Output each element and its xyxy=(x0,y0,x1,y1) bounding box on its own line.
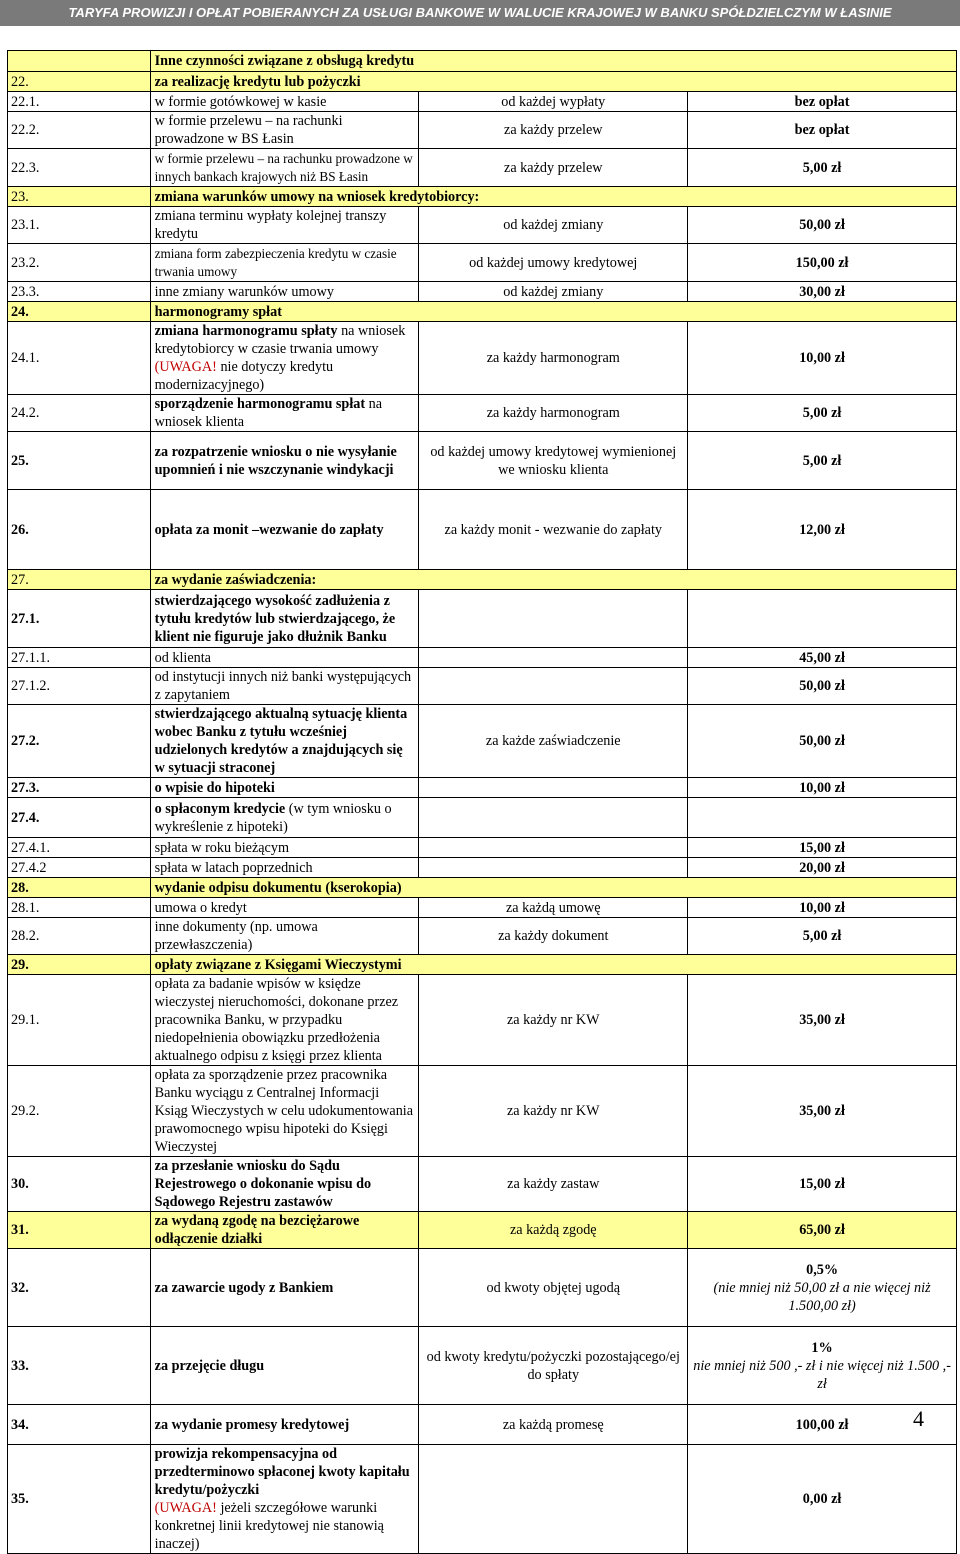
table-row xyxy=(8,207,957,244)
section-heading: Inne czynności związane z obsługą kredytu xyxy=(150,51,956,72)
row-price: 5,00 zł xyxy=(688,432,957,490)
row-unit: od kwoty objętej ugodą xyxy=(419,1249,688,1327)
table-row xyxy=(8,838,957,858)
row-unit: za każdy harmonogram xyxy=(419,322,688,395)
table-row xyxy=(8,1066,957,1157)
row-unit: za każdy przelew xyxy=(419,112,688,149)
row-unit: od każdej zmiany xyxy=(419,282,688,302)
desc-bold: o spłaconym kredycie xyxy=(154,800,286,817)
table-row xyxy=(8,878,957,898)
table-row xyxy=(8,648,957,668)
row-number: 28. xyxy=(8,878,151,898)
row-unit: za każdy dokument xyxy=(419,918,688,955)
row-description: w formie gotówkowej w kasie xyxy=(150,92,419,112)
table-row xyxy=(8,1212,957,1249)
table-row xyxy=(8,955,957,975)
table-row xyxy=(8,798,957,838)
row-number: 26. xyxy=(8,490,151,570)
table-row xyxy=(8,432,957,490)
row-unit: za każdy monit - wezwanie do zapłaty xyxy=(419,490,688,570)
row-description: za wydaną zgodę na bezciężarowe odłączenie działki xyxy=(150,1212,419,1249)
row-unit: za każdy przelew xyxy=(419,149,688,187)
warning-label: (UWAGA! xyxy=(154,359,217,375)
row-number: 27.1.2. xyxy=(8,668,151,705)
row-description: za rozpatrzenie wniosku o nie wysyłanie upomnień i nie wszczynanie windykacji xyxy=(150,432,419,490)
table-row xyxy=(8,778,957,798)
row-price: 10,00 zł xyxy=(688,322,957,395)
desc-bold: prowizja rekompensacyjna od przedterminowo spłaconej kwoty kapitału kredytu/pożyczki xyxy=(154,1446,410,1498)
table-row xyxy=(8,975,957,1066)
page-number: 4 xyxy=(913,1406,924,1431)
row-description xyxy=(150,1445,419,1554)
row-number: 23. xyxy=(8,187,151,207)
document-header: TARYFA PROWIZJI I OPŁAT POBIERANYCH ZA USŁUGI BANKOWE W WALUCIE KRAJOWEJ W BANKU SPÓŁDZIELCZYM W ŁASINIE xyxy=(0,0,960,26)
desc-tail: nie dotyczy kredytu modernizacyjnego) xyxy=(154,359,334,393)
row-price xyxy=(688,1249,957,1327)
row-number: 22.2. xyxy=(8,112,151,149)
row-number: 34. xyxy=(8,1405,151,1445)
table-row xyxy=(8,490,957,570)
desc-bold: zmiana harmonogramu spłaty xyxy=(154,323,338,339)
row-price: 5,00 zł xyxy=(688,918,957,955)
row-description: inne zmiany warunków umowy xyxy=(150,282,419,302)
row-number: 33. xyxy=(8,1327,151,1405)
table-row xyxy=(8,1405,957,1445)
table-row xyxy=(8,149,957,187)
row-description: za przejęcie długu xyxy=(150,1327,419,1405)
table-row xyxy=(8,187,957,207)
row-description: umowa o kredyt xyxy=(150,898,419,918)
table-row xyxy=(8,1327,957,1405)
price-note: (nie mniej niż 50,00 zł a nie więcej niż 1.500,00 zł) xyxy=(713,1279,931,1314)
row-number: 27. xyxy=(8,570,151,590)
row-price: 0,00 zł xyxy=(688,1445,957,1554)
row-number: 31. xyxy=(8,1212,151,1249)
row-price: 50,00 zł xyxy=(688,207,957,244)
row-number: 24.2. xyxy=(8,395,151,432)
row-number: 25. xyxy=(8,432,151,490)
fee-table xyxy=(7,50,957,1554)
row-description: od instytucji innych niż banki występujących z zapytaniem xyxy=(150,668,419,705)
row-unit: od każdej umowy kredytowej xyxy=(419,244,688,282)
row-price: 20,00 zł xyxy=(688,858,957,878)
row-description: stwierdzającego aktualną sytuację klienta wobec Banku z tytułu wcześniej udzielonych kredytów a znajdujących się w sytuacji straconej xyxy=(150,705,419,778)
row-price: bez opłat xyxy=(688,112,957,149)
row-description: opłata za sporządzenie przez pracownika Banku wyciągu z Centralnej Informacji Ksiąg Wieczystych w celu udokumentowania prawomocnego wpisu hipoteki do Księgi Wieczystej xyxy=(150,1066,419,1157)
row-description: stwierdzającego wysokość zadłużenia z tytułu kredytów lub stwierdzającego, że klient nie figuruje jako dłużnik Banku xyxy=(150,590,419,648)
row-description: opłata za badanie wpisów w księdze wieczystej nieruchomości, dokonane przez pracownika Banku, w przypadku niedopełnienia obowiązku przedłożenia aktualnego odpisu z księgi przez klienta xyxy=(150,975,419,1066)
row-description: za wydanie promesy kredytowej xyxy=(150,1405,419,1445)
row-description: wydanie odpisu dokumentu (kserokopia) xyxy=(150,878,956,898)
row-number: 28.1. xyxy=(8,898,151,918)
row-price: 35,00 zł xyxy=(688,975,957,1066)
row-price: 50,00 zł xyxy=(688,705,957,778)
row-number: 24. xyxy=(8,302,151,322)
table-row xyxy=(8,898,957,918)
table-row xyxy=(8,668,957,705)
row-price xyxy=(688,798,957,838)
row-price: 15,00 zł xyxy=(688,1157,957,1212)
row-number: 23.3. xyxy=(8,282,151,302)
row-number: 22.3. xyxy=(8,149,151,187)
row-description: w formie przelewu – na rachunki prowadzone w BS Łasin xyxy=(150,112,419,149)
table-row xyxy=(8,570,957,590)
row-number: 29. xyxy=(8,955,151,975)
row-number: 27.1.1. xyxy=(8,648,151,668)
row-description: w formie przelewu – na rachunku prowadzone w innych bankach krajowych niż BS Łasin xyxy=(150,149,419,187)
row-unit xyxy=(419,858,688,878)
row-unit: od każdej umowy kredytowej wymienionej we wniosku klienta xyxy=(419,432,688,490)
row-number: 28.2. xyxy=(8,918,151,955)
row-price xyxy=(688,1327,957,1405)
row-unit: od każdej wypłaty xyxy=(419,92,688,112)
row-price: 100,00 zł xyxy=(688,1405,957,1445)
row-number: 29.1. xyxy=(8,975,151,1066)
price-value: 0,5% xyxy=(806,1261,839,1278)
row-number: 23.1. xyxy=(8,207,151,244)
row-unit xyxy=(419,778,688,798)
row-description: inne dokumenty (np. umowa przewłaszczenia) xyxy=(150,918,419,955)
warning-label: (UWAGA! xyxy=(154,1500,217,1516)
row-description xyxy=(150,395,419,432)
row-unit: za każdy nr KW xyxy=(419,1066,688,1157)
row-number: 29.2. xyxy=(8,1066,151,1157)
price-note: nie mniej niż 500 ,- zł i nie więcej niż 1.500 ,- zł xyxy=(693,1357,951,1392)
row-unit xyxy=(419,798,688,838)
row-price: 65,00 zł xyxy=(688,1212,957,1249)
row-number xyxy=(8,51,151,72)
table-row xyxy=(8,918,957,955)
row-unit xyxy=(419,668,688,705)
row-price: 35,00 zł xyxy=(688,1066,957,1157)
desc-text: na wniosek kredytobiorcy w czasie trwania umowy xyxy=(154,323,406,357)
table-row xyxy=(8,244,957,282)
row-description: spłata w roku bieżącym xyxy=(150,838,419,858)
row-unit xyxy=(419,1445,688,1554)
row-unit: za każdy harmonogram xyxy=(419,395,688,432)
table-row xyxy=(8,858,957,878)
row-unit: za każdy zastaw xyxy=(419,1157,688,1212)
row-number: 35. xyxy=(8,1445,151,1554)
row-price: 10,00 zł xyxy=(688,778,957,798)
row-unit xyxy=(419,590,688,648)
row-price: 10,00 zł xyxy=(688,898,957,918)
row-description: o wpisie do hipoteki xyxy=(150,778,419,798)
row-unit xyxy=(419,648,688,668)
row-price: 30,00 zł xyxy=(688,282,957,302)
row-price: 50,00 zł xyxy=(688,668,957,705)
row-description: opłata za monit –wezwanie do zapłaty xyxy=(150,490,419,570)
row-number: 22. xyxy=(8,72,151,92)
row-description: spłata w latach poprzednich xyxy=(150,858,419,878)
table-row xyxy=(8,92,957,112)
table-row xyxy=(8,322,957,395)
row-unit: za każde zaświadczenie xyxy=(419,705,688,778)
table-row xyxy=(8,72,957,92)
row-unit: za każdy nr KW xyxy=(419,975,688,1066)
row-number: 27.4.1. xyxy=(8,838,151,858)
row-description: zmiana warunków umowy na wniosek kredytobiorcy: xyxy=(150,187,956,207)
row-price: 12,00 zł xyxy=(688,490,957,570)
row-description: opłaty związane z Księgami Wieczystymi xyxy=(150,955,956,975)
row-unit xyxy=(419,838,688,858)
table-row xyxy=(8,51,957,72)
row-price: 5,00 zł xyxy=(688,395,957,432)
desc-text: (w tym wniosku o wykreślenie z hipoteki) xyxy=(154,800,392,835)
row-price: bez opłat xyxy=(688,92,957,112)
table-row xyxy=(8,282,957,302)
row-unit: od kwoty kredytu/pożyczki pozostającego/ej do spłaty xyxy=(419,1327,688,1405)
row-number: 22.1. xyxy=(8,92,151,112)
row-number: 30. xyxy=(8,1157,151,1212)
table-row xyxy=(8,1249,957,1327)
row-description: za wydanie zaświadczenia: xyxy=(150,570,956,590)
price-value: 1% xyxy=(811,1339,833,1356)
table-row xyxy=(8,395,957,432)
row-description xyxy=(150,322,419,395)
row-description: harmonogramy spłat xyxy=(150,302,956,322)
row-price: 5,00 zł xyxy=(688,149,957,187)
row-number: 23.2. xyxy=(8,244,151,282)
row-price: 45,00 zł xyxy=(688,648,957,668)
table-row xyxy=(8,112,957,149)
desc-tail: jeżeli szczegółowe warunki konkretnej linii kredytowej nie stanowią inaczej) xyxy=(154,1500,384,1552)
desc-text: na wniosek klienta xyxy=(154,396,383,430)
row-description: za przesłanie wniosku do Sądu Rejestrowego o dokonanie wpisu do Sądowego Rejestru zastawów xyxy=(150,1157,419,1212)
row-number: 24.1. xyxy=(8,322,151,395)
desc-bold: sporządzenie harmonogramu spłat xyxy=(154,396,366,412)
row-number: 27.1. xyxy=(8,590,151,648)
row-price xyxy=(688,590,957,648)
row-number: 27.2. xyxy=(8,705,151,778)
row-description xyxy=(150,798,419,838)
row-price: 150,00 zł xyxy=(688,244,957,282)
row-description: zmiana terminu wypłaty kolejnej transzy kredytu xyxy=(150,207,419,244)
row-unit: za każdą zgodę xyxy=(419,1212,688,1249)
row-unit: za każdą promesę xyxy=(419,1405,688,1445)
table-row xyxy=(8,1445,957,1554)
row-description: zmiana form zabezpieczenia kredytu w czasie trwania umowy xyxy=(150,244,419,282)
table-row xyxy=(8,302,957,322)
table-row xyxy=(8,705,957,778)
row-price: 15,00 zł xyxy=(688,838,957,858)
row-description: za zawarcie ugody z Bankiem xyxy=(150,1249,419,1327)
table-row xyxy=(8,590,957,648)
row-unit: za każdą umowę xyxy=(419,898,688,918)
row-description: od klienta xyxy=(150,648,419,668)
row-number: 27.4.2 xyxy=(8,858,151,878)
row-number: 32. xyxy=(8,1249,151,1327)
row-unit: od każdej zmiany xyxy=(419,207,688,244)
row-description: za realizację kredytu lub pożyczki xyxy=(150,72,956,92)
row-number: 27.3. xyxy=(8,778,151,798)
table-row xyxy=(8,1157,957,1212)
row-number: 27.4. xyxy=(8,798,151,838)
